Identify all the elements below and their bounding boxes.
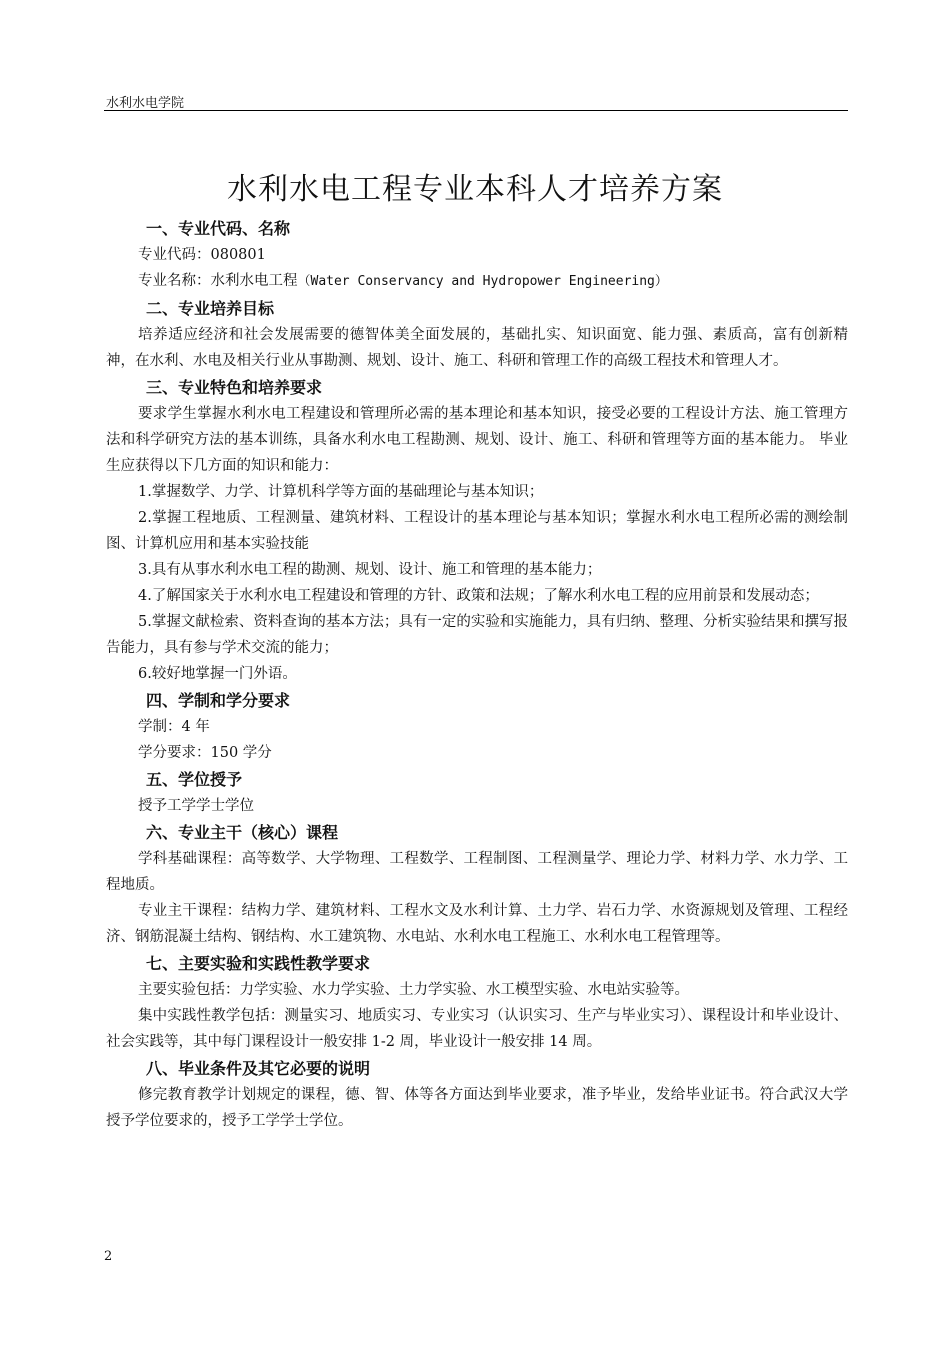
requirement-item: 1.掌握数学、力学、计算机科学等方面的基础理论与基本知识； — [138, 484, 544, 500]
credit-requirement: 学分要求：150 学分 — [138, 745, 272, 761]
major-name-cn: 专业名称：水利水电工程 — [138, 273, 298, 289]
major-name — [106, 268, 848, 295]
section-heading-7: 七、主要实验和实践性教学要求 — [146, 954, 371, 973]
section-heading-8: 八、毕业条件及其它必要的说明 — [146, 1059, 371, 1078]
requirements-intro: 要求学生掌握水利水电工程建设和管理所必需的基本理论和基本知识，接受必要的工程设计方法、施工管理方法和科学研究方法的基本训练，具备水利水电工程勘测、规划、设计、施工、科研和管理等方面的基本能力。 毕业生应获得以下几方面的知识和能力： — [106, 406, 848, 474]
major-code: 专业代码：080801 — [138, 247, 266, 263]
header-divider — [104, 110, 848, 111]
graduation-conditions: 修完教育教学计划规定的课程，德、智、体等各方面达到毕业要求，准予毕业，发给毕业证书。符合武汉大学授予学位要求的，授予工学学士学位。 — [106, 1087, 848, 1129]
requirement-item: 4.了解国家关于水利水电工程建设和管理的方针、政策和法规；了解水利水电工程的应用前景和发展动态； — [138, 588, 819, 604]
requirement-item: 5.掌握文献检索、资料查询的基本方法；具有一定的实验和实施能力，具有归纳、整理、分析实验结果和撰写报告能力，具有参与学术交流的能力； — [106, 614, 848, 656]
section-heading-2: 二、专业培养目标 — [146, 299, 275, 318]
practical-teaching: 集中实践性教学包括：测量实习、地质实习、专业实习（认识实习、生产与毕业实习）、课程设计和毕业设计、社会实践等，其中每门课程设计一般安排 1-2 周，毕业设计一般安排 14 周。 — [106, 1008, 848, 1050]
basic-courses: 学科基础课程：高等数学、大学物理、工程数学、工程制图、工程测量学、理论力学、材料力学、水力学、工程地质。 — [106, 851, 848, 893]
section-heading-4: 四、学制和学分要求 — [146, 691, 291, 710]
major-name-en: （Water Conservancy and Hydropower Engineering） — [297, 274, 668, 289]
page-title: 水利水电工程专业本科人才培养方案 — [227, 172, 723, 208]
requirement-item: 6.较好地掌握一门外语。 — [138, 666, 297, 682]
running-header: 水利水电学院 — [106, 96, 185, 111]
section-heading-3: 三、专业特色和培养要求 — [146, 378, 323, 397]
requirement-item: 2.掌握工程地质、工程测量、建筑材料、工程设计的基本理论与基本知识；掌握水利水电工程所必需的测绘制图、计算机应用和基本实验技能 — [106, 510, 848, 552]
section-heading-6: 六、专业主干（核心）课程 — [146, 823, 339, 842]
section-heading-5: 五、学位授予 — [146, 770, 243, 789]
training-goal: 培养适应经济和社会发展需要的德智体美全面发展的，基础扎实、知识面宽、能力强、素质高，富有创新精神，在水利、水电及相关行业从事勘测、规划、设计、施工、科研和管理工作的高级工程技术和管理人才。 — [106, 327, 848, 369]
section-heading-1: 一、专业代码、名称 — [146, 219, 291, 238]
requirement-item: 3.具有从事水利水电工程的勘测、规划、设计、施工和管理的基本能力； — [138, 562, 602, 578]
degree-awarded: 授予工学学士学位 — [138, 798, 254, 814]
main-experiments: 主要实验包括：力学实验、水力学实验、土力学实验、水工模型实验、水电站实验等。 — [138, 982, 689, 998]
study-duration: 学制：4 年 — [138, 719, 210, 735]
page-number: 2 — [104, 1249, 113, 1264]
document-body — [106, 215, 848, 1134]
core-courses: 专业主干课程：结构力学、建筑材料、工程水文及水利计算、土力学、岩石力学、水资源规划及管理、工程经济、钢筋混凝土结构、钢结构、水工建筑物、水电站、水利水电工程施工、水利水电工程管理等。 — [106, 903, 848, 945]
